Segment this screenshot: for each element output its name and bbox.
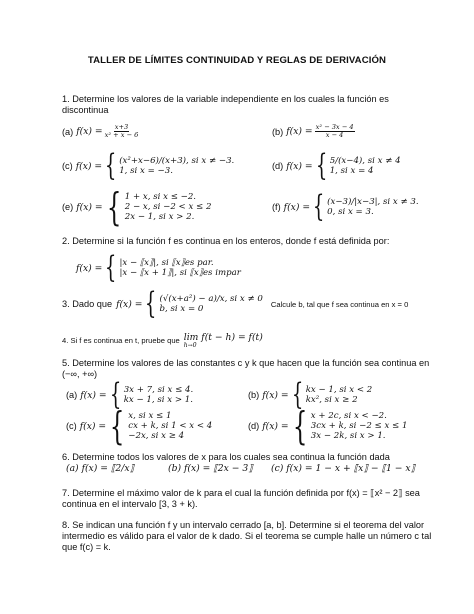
q2-case-1: |x − ⟦x⟧|, si ⟦x⟧es par. [119,258,214,268]
left-brace-icon: { [104,148,117,183]
q1-e-label: (e) [62,202,74,212]
q5-a-case-1: 3x + 7, si x ≤ 4. [123,385,194,395]
q3-cases [160,294,263,314]
q5-item-d [248,404,408,448]
q5-item-c [66,404,213,448]
q1-a-lhs: f(x) = [76,126,103,137]
q5-item-a [66,377,194,412]
q6-item-b: (b) f(x) = ⟦2x − 3⟧ [168,463,253,474]
q5-c-lhs: f(x) = [79,420,107,432]
q1-e-case-3: 2x − 1, si x > 2. [124,212,195,222]
q5-b-case-1: kx − 1, si x < 2 [305,385,373,395]
q1-a-denominator: x² + x − 6 [104,131,139,139]
q4-expression: lim f(t − h) = f(t) [183,332,263,343]
q1-f-cases [327,197,419,217]
q1-f-case-2: 0, si x = 3. [327,207,374,217]
left-brace-icon: { [291,377,303,412]
q2-function [76,250,241,285]
q1-b-numerator: x² − 3x − 4 [315,123,354,131]
q1-item-d [272,148,401,183]
q3-lhs: f(x) = [116,298,143,310]
q1-e-case-2: 2 − x, si −2 < x ≤ 2 [124,202,212,212]
q5-d-case-3: 3x − 2k, si x > 1. [310,431,386,441]
question-4 [62,332,263,349]
q5-c-label: (c) [66,421,77,431]
question-8-text: 8. Se indican una función f y un intervalo cerrado [a, b]. Determine si el teorema del valor intermedio es válido para el valor de k dado. Si el teorema se cumple halle un número c tal que f(c) = k. [62,520,432,552]
q2-lhs: f(x) = [76,262,103,274]
q5-a-lhs: f(x) = [80,389,107,401]
q1-item-e [62,185,212,229]
q1-f-case-1: (x−3)/|x−3|, si x ≠ 3. [327,197,419,207]
q6-item-c: (c) f(x) = 1 − x + ⟦x⟧ − ⟦1 − x⟧ [271,463,416,474]
page-title: TALLER DE LÍMITES CONTINUIDAD Y REGLAS DE DERIVACIÓN [87,55,387,66]
question-1-text: 1. Determine los valores de la variable independiente en los cuales la función es discontinua [62,94,389,115]
question-2-text: 2. Determine si la función f es continua en los enteros, donde f está definida por: [62,236,390,246]
q5-d-cases [311,411,408,441]
q4-limit-subscript: h→0 [183,342,197,349]
q5-a-cases [124,385,194,405]
q3-tail: Calcule b, tal que f sea continua en x = 0 [270,299,409,309]
q1-item-a [62,124,140,139]
left-brace-icon: { [292,404,307,448]
q2-cases [119,258,240,278]
q6-item-a: (a) f(x) = ⟦2/x⟧ [66,463,135,474]
left-brace-icon: { [109,377,121,412]
q1-item-b [272,124,357,139]
q5-c-case-2: cx + k, si 1 < x < 4 [128,421,213,431]
question-4-text: 4. Si f es continua en t, pruebe que [62,336,180,345]
q5-d-label: (d) [248,421,260,431]
question-6-text: 6. Determine todos los valores de x para los cuales sea continua la función dada [62,452,390,462]
q4-limit [184,332,263,349]
q1-f-lhs: f(x) = [283,201,311,213]
q1-a-label: (a) [62,126,74,137]
q1-e-case-1: 1 + x, si x ≤ −2. [124,192,197,202]
q5-b-label: (b) [248,390,260,400]
q5-c-case-1: x, si x ≤ 1 [128,411,172,421]
q5-c-cases [128,411,212,441]
question-3 [62,286,409,321]
q1-d-label: (d) [272,161,284,171]
left-brace-icon: { [315,148,327,183]
question-7-text: 7. Determine el máximo valor de k para el cual la función definida por f(x) = ⟦x² − 2⟧ sea continua en el intervalo [3, 3 + k). [62,488,420,509]
q1-b-lhs: f(x) = [286,126,313,137]
q5-d-lhs: f(x) = [262,420,289,432]
q5-d-case-2: 3cx + k, si −2 ≤ x ≤ 1 [310,421,408,431]
q5-a-label: (a) [66,390,78,400]
q1-c-label: (c) [62,161,73,171]
q1-c-lhs: f(x) = [75,160,103,172]
q3-case-1: (√(x+a²) − a)/x, si x ≠ 0 [159,294,263,304]
q2-case-2: |x − ⟦x + 1⟧|, si ⟦x⟧es impar [119,268,241,278]
left-brace-icon: { [312,189,325,224]
q5-item-b [248,377,373,412]
q1-item-f [272,189,419,224]
q1-a-fraction [105,124,139,139]
q1-b-denominator: x − 4 [325,131,344,139]
q1-c-case-1: (x²+x−6)/(x+3), si x ≠ −3. [119,156,235,166]
q1-b-fraction [315,124,355,139]
question-3-text: 3. Dado que [62,299,113,309]
q1-d-lhs: f(x) = [286,160,313,172]
left-brace-icon: { [105,250,117,285]
q1-c-case-2: 1, si x = −3. [119,166,173,176]
q5-a-case-2: kx − 1, si x > 1. [123,395,193,405]
q5-b-lhs: f(x) = [262,389,289,401]
q5-b-cases [306,385,373,405]
left-brace-icon: { [145,286,157,321]
left-brace-icon: { [106,185,121,229]
q5-c-case-3: −2x, si x ≥ 4 [128,431,185,441]
q1-a-numerator: x+3 [114,123,129,131]
q1-b-label: (b) [272,126,284,137]
q1-e-lhs: f(x) = [76,201,103,213]
q1-e-cases [125,192,212,222]
q1-item-c [62,148,235,183]
q5-d-case-1: x + 2c, si x < −2. [310,411,387,421]
q3-case-2: b, si x = 0 [159,304,204,314]
q1-c-cases [119,156,234,176]
q1-d-cases [330,156,401,176]
q1-d-case-2: 1, si x = 4 [329,166,374,176]
question-5-text: 5. Determine los valores de las constantes c y k que hacen que la función sea continua en (−∞, +∞) [62,358,430,379]
q1-f-label: (f) [272,202,281,212]
q5-b-case-2: kx², si x ≥ 2 [305,395,358,405]
q1-d-case-1: 5/(x−4), si x ≠ 4 [329,156,401,166]
left-brace-icon: { [109,404,125,448]
